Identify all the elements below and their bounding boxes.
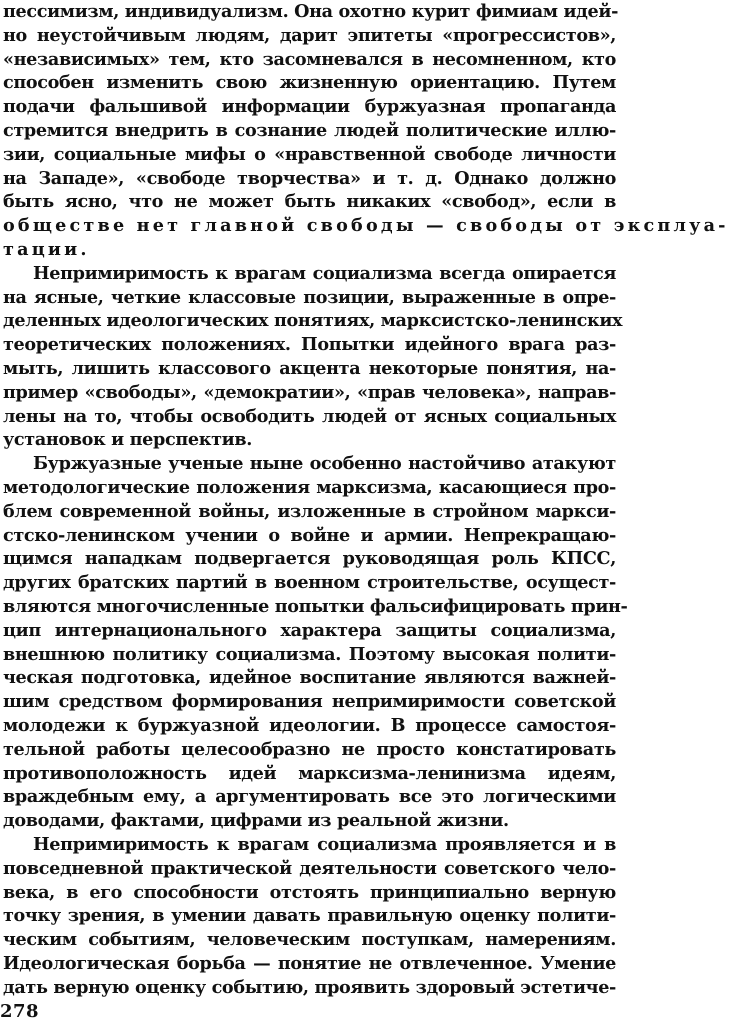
text-line: вляются многочисленные попытки фальсифицировать прин- <box>3 596 628 617</box>
text-line: на Западе», «свободе творчества» и т. д. Однако должно <box>3 167 616 189</box>
text-line: мыть, лишить классового акцента некоторые понятия, на- <box>3 358 616 379</box>
text-line: тации. <box>3 239 90 260</box>
text-line: внешнюю политику социализма. Поэтому высокая полити- <box>3 643 616 665</box>
text-line: доводами, фактами, цифрами из реальной жизни. <box>3 810 509 832</box>
text-line: теоретических положениях. Попытки идейного врага раз- <box>3 334 616 356</box>
page-number: 278 <box>0 1001 40 1022</box>
text-line: дать верную оценку событию, проявить здоровый эстетиче- <box>3 976 616 998</box>
text-line: пример «свободы», «демократии», «прав человека», направ- <box>3 381 616 403</box>
text-line: стремится внедрить в сознание людей политические иллю- <box>3 120 616 141</box>
text-line: точку зрения, в умении давать правильную оценку полити- <box>3 905 616 927</box>
text-line: но неустойчивым людям, дарит эпитеты «прогрессистов», <box>3 24 616 46</box>
text-line: повседневной практической деятельности советского чело- <box>3 857 616 879</box>
text-line: методологические положения марксизма, касающиеся про- <box>3 477 616 498</box>
text-line: других братских партий в военном строительстве, осущест- <box>3 572 616 594</box>
text-line: обществе нет главной свободы — свободы от эксплуа- <box>3 215 729 237</box>
text-line: ческим событиям, человеческим поступкам, намерениям. <box>3 929 616 951</box>
text-line: тельной работы целесообразно не просто констатировать <box>3 738 616 760</box>
text-line: века, в его способности отстоять принципиально верную <box>3 881 616 903</box>
text-line: «независимых» тем, кто засомневался в несомненном, кто <box>3 48 616 70</box>
text-line: установок и перспектив. <box>3 429 252 451</box>
text-line: подачи фальшивой информации буржуазная пропаганда <box>3 96 616 118</box>
text-line: способен изменить свою жизненную ориентацию. Путем <box>3 72 616 94</box>
text-line: на ясные, четкие классовые позиции, выраженные в опре- <box>3 286 616 308</box>
text-line: стско-ленинском учении о войне и армии. Непрекращаю- <box>3 524 616 546</box>
text-line: лены на то, чтобы освободить людей от ясных социальных <box>3 405 616 427</box>
text-line: Непримиримость к врагам социализма проявляется и в <box>33 834 616 855</box>
text-line: молодежи к буржуазной идеологии. В процессе самостоя- <box>3 715 616 736</box>
text-line: противоположность идей марксизма-ленинизма идеям, <box>3 762 616 784</box>
text-line: Непримиримость к врагам социализма всегда опирается <box>33 262 616 284</box>
text-line: ческая подготовка, идейное воспитание являются важней- <box>3 667 616 689</box>
book-page <box>3 0 729 1031</box>
text-line: Буржуазные ученые ныне особенно настойчиво атакуют <box>33 453 616 475</box>
text-line: деленных идеологических понятиях, марксистско-ленинских <box>3 310 623 332</box>
text-line: пессимизм, индивидуализм. Она охотно курит фимиам идей- <box>3 1 619 22</box>
text-line: щимся нападкам подвергается руководящая роль КПСС, <box>3 548 616 570</box>
text-line: шим средством формирования непримиримости советской <box>3 691 616 713</box>
text-line: блем современной войны, изложенные в стройном маркси- <box>3 500 616 522</box>
text-line: цип интернационального характера защиты социализма, <box>3 619 616 641</box>
text-line: зии, социальные мифы о «нравственной свободе личности <box>3 143 616 165</box>
text-line: быть ясно, что не может быть никаких «свобод», если в <box>3 191 616 213</box>
text-line: Идеологическая борьба — понятие не отвлеченное. Умение <box>3 953 616 974</box>
text-line: враждебным ему, а аргументировать все это логическими <box>3 786 616 808</box>
